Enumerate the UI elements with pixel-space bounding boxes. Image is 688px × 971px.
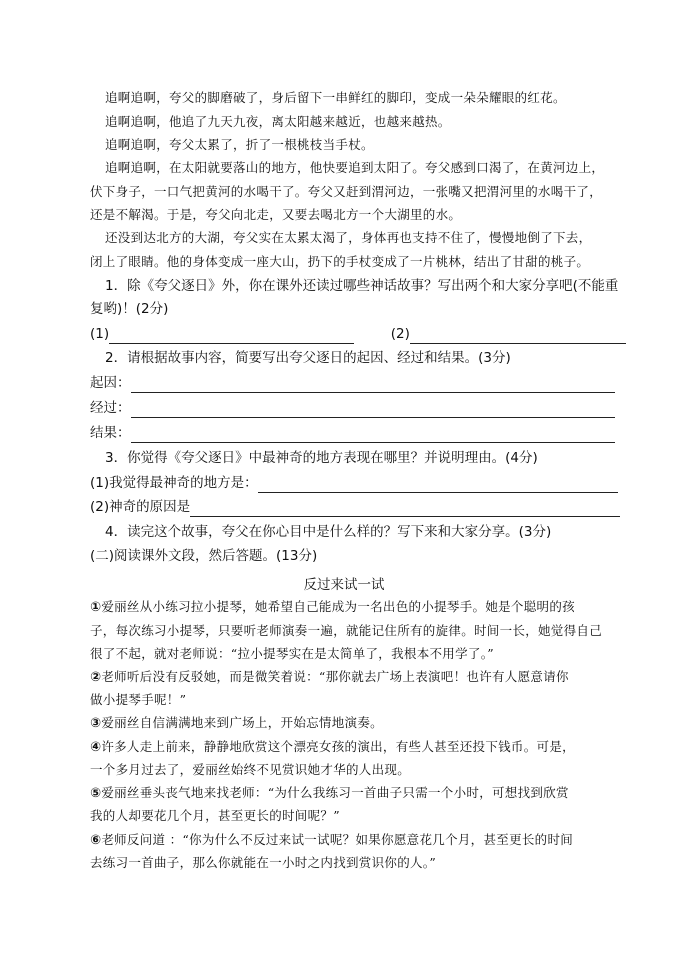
passage2-paragraph-2-line2: 做小提琴手呢！” — [90, 692, 187, 707]
question-4: 4．读完这个故事，夸父在你心目中是什么样的？写下来和大家分享。(3分) — [105, 524, 552, 540]
question-2-cause-row — [90, 373, 615, 393]
passage1-paragraph-2: 追啊追啊，他追了九天九夜，离太阳越来越近，也越来越热。 — [105, 114, 451, 129]
passage1-paragraph-3: 追啊追啊，夸父太累了，折了一根桃枝当手杖。 — [105, 137, 374, 152]
passage2-paragraph-1-line3: 很了不起，就对老师说：“拉小提琴实在是太简单了，我根本不用学了。” — [90, 646, 494, 661]
passage2-paragraph-4-line2: 一个多月过去了，爱丽丝始终不见赏识她才华的人出现。 — [90, 762, 411, 777]
paragraph-number-4: ④ — [90, 740, 102, 755]
paragraph-2-text: 老师听后没有反驳她，而是微笑着说：“那你就去广场上表演吧！也许有人愿意请你 — [101, 669, 569, 684]
question-3: 3．你觉得《夸父逐日》中最神奇的地方表现在哪里？并说明理由。(4分) — [105, 450, 538, 466]
paragraph-number-1: ① — [90, 600, 102, 615]
result-label: 结果： — [90, 425, 131, 441]
process-label: 经过： — [90, 400, 131, 416]
passage2-paragraph-2-line1 — [90, 668, 630, 687]
paragraph-number-3: ③ — [90, 716, 102, 731]
question-2-process-row — [90, 398, 615, 418]
passage2-paragraph-6-line2: 去练习一首曲子，那么你就能在一小时之内找到赏识你的人。” — [90, 855, 437, 870]
cause-label: 起因： — [90, 375, 131, 391]
answer-1-label: (1) — [90, 326, 110, 342]
passage2-paragraph-6-line1 — [90, 831, 630, 850]
cause-blank[interactable] — [131, 378, 615, 393]
question-3-answer-1-row — [90, 473, 618, 493]
passage2-paragraph-4-line1 — [90, 738, 630, 757]
section-2-heading: (二)阅读课外文段，然后答题。(13分) — [90, 548, 318, 564]
passage1-paragraph-5-line1: 还没到达北方的大湖，夸父实在太累太渴了，身体再也支持不住了，慢慢地倒了下去， — [105, 230, 592, 245]
paragraph-4-text: 许多人走上前来，静静地欣赏这个漂亮女孩的演出，有些人甚至还投下钱币。可是， — [101, 739, 575, 754]
passage1-paragraph-4-line3: 还是不解渴。于是，夸父向北走，又要去喝北方一个大湖里的水。 — [90, 207, 462, 222]
passage1-paragraph-4-line1: 追啊追啊，在太阳就要落山的地方，他快要追到太阳了。夸父感到口渴了，在黄河边上， — [105, 160, 605, 175]
answer-1-blank[interactable] — [109, 329, 354, 344]
q3-answer-1-label: (1)我觉得最神奇的地方是： — [90, 475, 258, 491]
passage2-paragraph-1-line2: 子，每次练习小提琴，只要听老师演奏一遍，就能记住所有的旋律。时间一长，她觉得自己 — [90, 623, 603, 638]
passage2-title: 反过来试一试 — [303, 577, 385, 593]
answer-2-label: (2) — [390, 326, 410, 342]
paragraph-1-text: 爱丽丝从小练习拉小提琴，她希望自己能成为一名出色的小提琴手。她是个聪明的孩 — [101, 599, 575, 614]
paragraph-6-text: 老师反问道 ：“你为什么不反过来试一试呢？如果你愿意花几个月，甚至更长的时间 — [101, 832, 574, 847]
q3-answer-2-blank[interactable] — [190, 502, 620, 517]
passage2-paragraph-5-line2: 我的人却要花几个月，甚至更长的时间呢？” — [90, 808, 340, 823]
passage1-paragraph-4-line2: 伏下身子，一口气把黄河的水喝干了。夸父又赶到渭河边，一张嘴又把渭河里的水喝干了， — [90, 184, 603, 199]
question-1-answer-row — [90, 324, 626, 344]
question-2: 2．请根据故事内容，简要写出夸父逐日的起因、经过和结果。(3分) — [105, 350, 511, 366]
question-2-result-row — [90, 423, 615, 443]
process-blank[interactable] — [131, 403, 615, 418]
paragraph-5-text: 爱丽丝垂头丧气地来找老师：“为什么我练习一首曲子只需一个小时，可想找到欣赏 — [101, 785, 569, 800]
passage2-paragraph-5-line1 — [90, 784, 630, 803]
result-blank[interactable] — [131, 428, 615, 443]
question-3-answer-2-row — [90, 497, 620, 517]
paragraph-number-6: ⑥ — [90, 833, 102, 848]
passage1-paragraph-1: 追啊追啊，夸父的脚磨破了，身后留下一串鲜红的脚印，变成一朵朵耀眼的红花。 — [105, 90, 566, 105]
passage1-paragraph-5-line2: 闭上了眼睛。他的身体变成一座大山，扔下的手杖变成了一片桃林，结出了甘甜的桃子。 — [90, 254, 590, 269]
paragraph-number-5: ⑤ — [90, 786, 102, 801]
q3-answer-2-label: (2)神奇的原因是 — [90, 499, 191, 515]
paragraph-number-2: ② — [90, 670, 102, 685]
paragraph-3-text: 爱丽丝自信满满地来到广场上，开始忘情地演奏。 — [101, 715, 383, 730]
passage2-paragraph-1-line1 — [90, 598, 630, 617]
question-1-line2: 复哟)！(2分) — [90, 301, 169, 317]
question-1-line1: 1．除《夸父逐日》外，你在课外还读过哪些神话故事？写出两个和大家分享吧(不能重 — [105, 278, 619, 294]
passage2-paragraph-3-line1 — [90, 714, 630, 733]
answer-2-blank[interactable] — [410, 329, 626, 344]
q3-answer-1-blank[interactable] — [258, 478, 618, 493]
